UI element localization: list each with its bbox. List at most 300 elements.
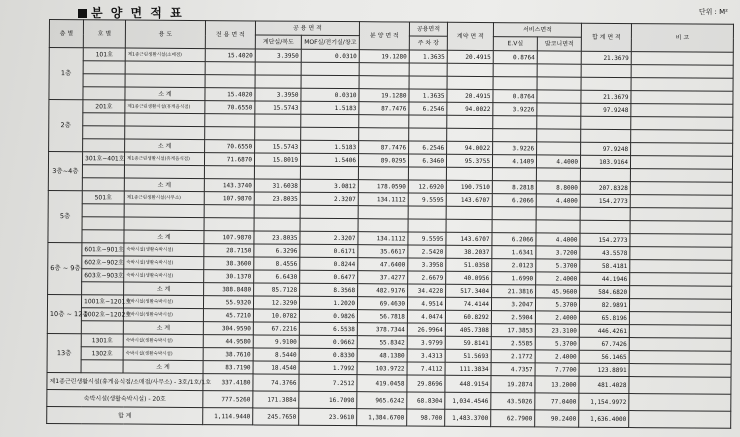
value-cell: 70.6550 xyxy=(205,101,255,114)
value-cell: 20.4915 xyxy=(447,50,493,63)
value-cell: 0.0310 xyxy=(301,49,359,62)
header-service-area: 서비스면적 xyxy=(493,23,581,38)
summary-label: 제1종근린생활시설(휴게음식점/소매점/사무소) - 3호/1호/1호 xyxy=(47,372,203,390)
unit-label: 단위 : M² xyxy=(698,8,728,16)
summary-label: 숙박시설(생활숙박시설) - 20호 xyxy=(47,389,203,407)
header-common-area: 공 용 면 적 xyxy=(255,21,359,36)
value-cell xyxy=(409,76,447,89)
value-cell: 1.5183 xyxy=(301,101,359,114)
value-cell: 38.7610 xyxy=(203,348,253,361)
value-cell xyxy=(204,205,254,218)
unit-cell: 602호~902호 xyxy=(82,256,124,269)
value-cell: 2.4000 xyxy=(536,272,580,285)
remarks-cell xyxy=(631,52,733,66)
value-cell: 56.7818 xyxy=(357,310,407,323)
value-cell xyxy=(447,76,493,89)
remarks-cell xyxy=(631,117,733,131)
value-cell: 45.9600 xyxy=(536,285,580,298)
unit-cell: 1002호~1202호 xyxy=(81,308,123,321)
remarks-cell xyxy=(630,195,732,209)
unit-cell xyxy=(83,139,125,152)
value-cell: 51.0358 xyxy=(446,258,492,271)
remarks-cell xyxy=(630,156,732,170)
value-cell: 15.4020 xyxy=(205,49,255,62)
unit-cell xyxy=(83,87,125,100)
value-cell xyxy=(204,166,254,179)
value-cell: 34.4228 xyxy=(408,284,446,297)
remarks-cell xyxy=(629,364,731,378)
value-cell xyxy=(492,168,536,181)
value-cell: 1.6990 xyxy=(492,272,536,285)
grand-total-value: 90.2400 xyxy=(535,410,579,427)
unit-cell: 1001호~1201호 xyxy=(81,295,123,308)
value-cell: 3.2047 xyxy=(491,298,535,311)
grand-total-label: 합 계 xyxy=(47,406,203,424)
value-cell xyxy=(447,128,493,141)
value-cell: 405.7308 xyxy=(445,323,491,336)
remarks-cell xyxy=(630,286,732,300)
header-floor: 층 별 xyxy=(49,20,83,48)
value-cell xyxy=(446,219,492,232)
header-total-area: 합 계 면 적 xyxy=(581,23,631,51)
unit-cell: 101호 xyxy=(83,48,125,61)
value-cell: 378.7344 xyxy=(357,323,407,336)
value-cell: 5.3700 xyxy=(535,337,579,350)
value-cell: 51.5693 xyxy=(445,349,491,362)
value-cell: 12.6920 xyxy=(408,180,446,193)
remarks-cell xyxy=(630,247,732,261)
value-cell: 58.4181 xyxy=(580,259,630,272)
floor-cell: 1층 xyxy=(49,48,83,100)
use-cell: 숙박시설(생활숙박시설) xyxy=(123,295,203,309)
value-cell: 74.4144 xyxy=(445,297,491,310)
value-cell: 0.0310 xyxy=(301,88,359,101)
grand-total-value: 23.9610 xyxy=(299,408,357,425)
value-cell xyxy=(254,166,300,179)
value-cell: 70.6550 xyxy=(205,140,255,153)
floor-cell: 6층 ~ 9층 xyxy=(48,242,82,294)
value-cell xyxy=(493,77,537,90)
value-cell: 1.6341 xyxy=(492,246,536,259)
value-cell xyxy=(446,167,492,180)
summary-value: 77.0400 xyxy=(535,393,579,410)
use-cell xyxy=(124,204,204,218)
header-row-1 xyxy=(49,20,733,39)
value-cell xyxy=(255,127,301,140)
value-cell xyxy=(537,77,581,90)
value-cell: 517.3404 xyxy=(446,284,492,297)
value-cell xyxy=(409,115,447,128)
value-cell xyxy=(581,116,631,129)
use-cell: 숙박시설(생활숙박시설) xyxy=(123,308,203,322)
grand-total-value: 1,384.6700 xyxy=(357,409,407,426)
value-cell xyxy=(205,127,255,140)
value-cell: 0.9662 xyxy=(299,335,357,348)
value-cell xyxy=(205,75,255,88)
remarks-cell xyxy=(630,182,732,196)
value-cell xyxy=(300,205,358,218)
value-cell: 0.8244 xyxy=(300,257,358,270)
remarks-cell xyxy=(631,130,733,144)
value-cell: 3.9799 xyxy=(407,336,445,349)
value-cell: 6.3460 xyxy=(408,154,446,167)
value-cell: 87.7476 xyxy=(359,141,409,154)
unit-cell xyxy=(82,165,124,178)
remarks-cell xyxy=(629,312,731,326)
use-cell: 소 계 xyxy=(123,321,203,335)
unit-cell: 1301호 xyxy=(81,334,123,347)
value-cell: 0.6477 xyxy=(300,270,358,283)
value-cell xyxy=(254,218,300,231)
value-cell: 95.3755 xyxy=(446,154,492,167)
value-cell: 7.7700 xyxy=(535,363,579,376)
unit-cell xyxy=(83,113,125,126)
header-mof-storage: MOF실/전기실/창고 xyxy=(301,35,359,49)
value-cell: 1.3635 xyxy=(409,50,447,63)
use-cell: 숙박시설(생활숙박시설) xyxy=(124,269,204,283)
value-cell: 2.3207 xyxy=(300,192,358,205)
value-cell: 19.1280 xyxy=(359,89,409,102)
value-cell: 12.3290 xyxy=(253,296,299,309)
value-cell: 3.3950 xyxy=(255,88,301,101)
value-cell: 0.8764 xyxy=(493,51,537,64)
value-cell xyxy=(205,62,255,75)
value-cell: 9.5595 xyxy=(408,193,446,206)
value-cell: 123.8891 xyxy=(579,363,629,376)
unit-cell: 603호~903호 xyxy=(82,269,124,282)
value-cell: 0.6171 xyxy=(300,244,358,257)
grand-total-value: 1,636.4000 xyxy=(579,410,629,427)
remarks-cell xyxy=(631,91,733,105)
value-cell: 6.6430 xyxy=(254,270,300,283)
unit-cell xyxy=(81,321,123,334)
value-cell xyxy=(581,129,631,142)
value-cell: 8.4556 xyxy=(254,257,300,270)
value-cell: 1.2020 xyxy=(299,296,357,309)
floor-cell: 13층 xyxy=(47,333,81,372)
value-cell: 4.4000 xyxy=(536,233,580,246)
use-cell xyxy=(124,165,204,179)
floor-cell: 5층 xyxy=(48,190,82,242)
value-cell xyxy=(493,129,537,142)
value-cell xyxy=(301,127,359,140)
value-cell: 43.5578 xyxy=(580,246,630,259)
value-cell: 2.5420 xyxy=(408,245,446,258)
value-cell: 107.9870 xyxy=(204,192,254,205)
value-cell xyxy=(537,116,581,129)
remarks-cell xyxy=(630,234,732,248)
value-cell xyxy=(537,142,581,155)
value-cell: 20.4915 xyxy=(447,89,493,102)
value-cell: 3.0812 xyxy=(300,179,358,192)
grand-total-value: 98.700 xyxy=(407,409,445,426)
value-cell: 15.5743 xyxy=(255,101,301,114)
value-cell: 2.4000 xyxy=(535,311,579,324)
use-cell xyxy=(125,126,205,140)
summary-value: 448.9154 xyxy=(445,375,491,392)
value-cell: 207.8328 xyxy=(580,181,630,194)
value-cell xyxy=(580,207,630,220)
value-cell: 6.2066 xyxy=(492,194,536,207)
value-cell: 2.1772 xyxy=(491,350,535,363)
value-cell: 71.6870 xyxy=(204,153,254,166)
value-cell: 3.9226 xyxy=(493,142,537,155)
unit-cell xyxy=(82,204,124,217)
value-cell: 3.7200 xyxy=(536,246,580,259)
summary-value: 19.2874 xyxy=(491,376,535,393)
value-cell: 134.1112 xyxy=(358,232,408,245)
value-cell: 44.1946 xyxy=(580,272,630,285)
value-cell: 30.1370 xyxy=(204,270,254,283)
value-cell: 388.8480 xyxy=(204,283,254,296)
value-cell: 107.9870 xyxy=(204,231,254,244)
value-cell xyxy=(536,220,580,233)
area-table xyxy=(46,19,734,429)
use-cell: 숙박시설(생활숙박시설) xyxy=(124,256,204,270)
value-cell xyxy=(409,63,447,76)
remarks-cell xyxy=(631,104,733,118)
remarks-cell xyxy=(630,221,732,235)
value-cell: 15.5743 xyxy=(255,140,301,153)
value-cell: 15.8019 xyxy=(254,153,300,166)
value-cell xyxy=(493,64,537,77)
value-cell: 23.8035 xyxy=(254,192,300,205)
header-unit: 호 별 xyxy=(83,20,125,48)
use-cell xyxy=(125,61,205,75)
value-cell: 1.3635 xyxy=(409,89,447,102)
value-cell: 143.6707 xyxy=(446,193,492,206)
remarks-cell xyxy=(629,338,731,352)
value-cell: 28.7150 xyxy=(204,244,254,257)
value-cell xyxy=(493,116,537,129)
header-remarks: 비 고 xyxy=(631,24,733,53)
value-cell xyxy=(359,76,409,89)
use-cell xyxy=(125,113,205,127)
grand-total-row xyxy=(47,406,731,428)
header-ev-room: E.V실 xyxy=(493,37,537,51)
unit-cell xyxy=(81,360,123,373)
value-cell: 4.7357 xyxy=(491,363,535,376)
value-cell xyxy=(536,168,580,181)
header-exclusive-area: 전 용 면 적 xyxy=(205,21,255,49)
remarks-cell xyxy=(629,351,731,365)
value-cell: 2.3207 xyxy=(300,231,358,244)
value-cell: 143.3740 xyxy=(204,179,254,192)
value-cell: 111.3834 xyxy=(445,362,491,375)
remarks-cell xyxy=(629,411,731,429)
value-cell xyxy=(358,206,408,219)
value-cell: 4.4000 xyxy=(536,194,580,207)
value-cell xyxy=(408,206,446,219)
value-cell: 26.9964 xyxy=(407,323,445,336)
unit-cell: 1302호 xyxy=(81,347,123,360)
value-cell: 23.8035 xyxy=(254,231,300,244)
summary-value: 13.2000 xyxy=(535,376,579,393)
summary-value: 171.3884 xyxy=(253,391,299,408)
value-cell: 134.1112 xyxy=(358,193,408,206)
value-cell xyxy=(409,128,447,141)
remarks-cell xyxy=(630,273,732,287)
header-parking: 주 차 장 xyxy=(409,36,447,50)
unit-cell: 501호 xyxy=(82,191,124,204)
value-cell: 3.9226 xyxy=(493,103,537,116)
value-cell: 3.3958 xyxy=(408,258,446,271)
value-cell xyxy=(492,207,536,220)
value-cell: 8.3568 xyxy=(300,283,358,296)
value-cell xyxy=(408,167,446,180)
value-cell: 1.7992 xyxy=(299,361,357,374)
value-cell: 584.6820 xyxy=(580,285,630,298)
value-cell: 0.9826 xyxy=(299,309,357,322)
value-cell: 15.4020 xyxy=(205,88,255,101)
use-cell: 소 계 xyxy=(124,282,204,296)
header-stair-corridor: 계단실/복도 xyxy=(255,35,301,49)
use-cell: 소 계 xyxy=(123,360,203,374)
unit-cell xyxy=(83,74,125,87)
unit-cell xyxy=(82,230,124,243)
value-cell: 31.6038 xyxy=(254,179,300,192)
use-cell xyxy=(125,74,205,88)
value-cell xyxy=(536,207,580,220)
value-cell: 5.3700 xyxy=(535,298,579,311)
value-cell: 0.8330 xyxy=(299,348,357,361)
value-cell: 3.3950 xyxy=(255,49,301,62)
value-cell: 6.2546 xyxy=(409,141,447,154)
use-cell: 제1종근린생활시설(휴게음식점) xyxy=(124,152,204,166)
value-cell: 103.9164 xyxy=(580,155,630,168)
value-cell: 3.4313 xyxy=(407,349,445,362)
value-cell: 6.5538 xyxy=(299,322,357,335)
grand-total-value: 1,483.3700 xyxy=(445,409,491,426)
value-cell: 87.7476 xyxy=(359,102,409,115)
value-cell: 2.4000 xyxy=(535,350,579,363)
use-cell: 제1종근린생활시설(휴게음식점) xyxy=(125,100,205,114)
value-cell xyxy=(301,114,359,127)
value-cell xyxy=(408,219,446,232)
value-cell: 1.5183 xyxy=(301,140,359,153)
summary-value: 481.4028 xyxy=(579,376,629,393)
remarks-cell xyxy=(629,394,731,412)
value-cell: 82.9891 xyxy=(579,298,629,311)
value-cell: 2.6679 xyxy=(408,271,446,284)
unit-cell xyxy=(82,178,124,191)
value-cell: 18.4540 xyxy=(253,361,299,374)
value-cell: 10.0782 xyxy=(253,309,299,322)
value-cell: 55.9320 xyxy=(203,296,253,309)
value-cell: 40.0956 xyxy=(446,271,492,284)
value-cell: 56.1465 xyxy=(579,350,629,363)
value-cell xyxy=(580,220,630,233)
unit-cell: 201호 xyxy=(83,100,125,113)
value-cell: 143.6707 xyxy=(446,232,492,245)
value-cell xyxy=(537,51,581,64)
value-cell: 17.3853 xyxy=(491,324,535,337)
use-cell: 소 계 xyxy=(124,230,204,244)
summary-value: 965.6242 xyxy=(357,392,407,409)
header-balcony: 발코니면적 xyxy=(537,37,581,51)
value-cell: 1.5406 xyxy=(300,153,358,166)
value-cell xyxy=(537,90,581,103)
summary-value: 29.8696 xyxy=(407,375,445,392)
value-cell: 97.9248 xyxy=(581,103,631,116)
value-cell: 69.4630 xyxy=(357,297,407,310)
remarks-cell xyxy=(631,65,733,79)
value-cell: 4.0474 xyxy=(407,310,445,323)
value-cell: 97.9248 xyxy=(581,142,631,155)
value-cell xyxy=(204,218,254,231)
value-cell: 47.6400 xyxy=(358,258,408,271)
value-cell: 60.8292 xyxy=(445,310,491,323)
value-cell: 23.3100 xyxy=(535,324,579,337)
value-cell: 59.8141 xyxy=(445,336,491,349)
remarks-cell xyxy=(629,377,731,395)
value-cell: 5.3700 xyxy=(536,259,580,272)
use-cell: 숙박시설(생활숙박시설) xyxy=(123,334,203,348)
remarks-cell xyxy=(629,299,731,313)
value-cell: 89.0295 xyxy=(358,154,408,167)
use-cell: 소 계 xyxy=(124,178,204,192)
summary-value: 74.3766 xyxy=(253,374,299,391)
value-cell xyxy=(581,64,631,77)
value-cell: 85.7128 xyxy=(254,283,300,296)
value-cell: 44.9580 xyxy=(203,335,253,348)
value-cell: 4.4000 xyxy=(536,155,580,168)
value-cell xyxy=(537,129,581,142)
title-square-icon xyxy=(78,9,87,18)
value-cell xyxy=(254,205,300,218)
summary-value: 419.0458 xyxy=(357,375,407,392)
value-cell: 4.1409 xyxy=(492,155,536,168)
use-cell: 숙박시설(생활숙박시설) xyxy=(124,243,204,257)
table-title: 분 양 면 적 표 xyxy=(78,4,184,21)
remarks-cell xyxy=(630,208,732,222)
header-contract-area: 계약 면 적 xyxy=(447,22,493,50)
value-cell xyxy=(537,64,581,77)
value-cell: 6.2546 xyxy=(409,102,447,115)
value-cell xyxy=(358,167,408,180)
value-cell: 21.3816 xyxy=(492,285,536,298)
remarks-cell xyxy=(631,143,733,157)
value-cell xyxy=(301,75,359,88)
value-cell: 6.2066 xyxy=(492,233,536,246)
header-sale-area: 분 양 면 적 xyxy=(359,22,409,50)
value-cell: 103.9722 xyxy=(357,362,407,375)
value-cell xyxy=(446,206,492,219)
unit-cell xyxy=(83,126,125,139)
value-cell: 21.3679 xyxy=(581,90,631,103)
value-cell: 190.7510 xyxy=(446,180,492,193)
summary-value: 1,154.9972 xyxy=(579,393,629,410)
value-cell xyxy=(581,77,631,90)
value-cell: 65.8196 xyxy=(579,311,629,324)
floor-cell: 3층~4층 xyxy=(48,152,82,191)
value-cell: 9.9100 xyxy=(253,335,299,348)
value-cell: 154.2773 xyxy=(580,233,630,246)
summary-value: 7.2512 xyxy=(299,374,357,391)
value-cell: 6.3296 xyxy=(254,244,300,257)
value-cell xyxy=(537,103,581,116)
value-cell: 38.3600 xyxy=(204,257,254,270)
value-cell: 19.1280 xyxy=(359,50,409,63)
unit-cell xyxy=(83,61,125,74)
value-cell xyxy=(447,115,493,128)
value-cell: 48.1380 xyxy=(357,349,407,362)
use-cell: 숙박시설(생활숙박시설) xyxy=(123,347,203,361)
use-cell: 소 계 xyxy=(125,87,205,101)
summary-value: 337.4180 xyxy=(203,374,253,391)
use-cell: 제1종근린생활시설(사무소) xyxy=(124,191,204,205)
value-cell: 8.2818 xyxy=(492,181,536,194)
